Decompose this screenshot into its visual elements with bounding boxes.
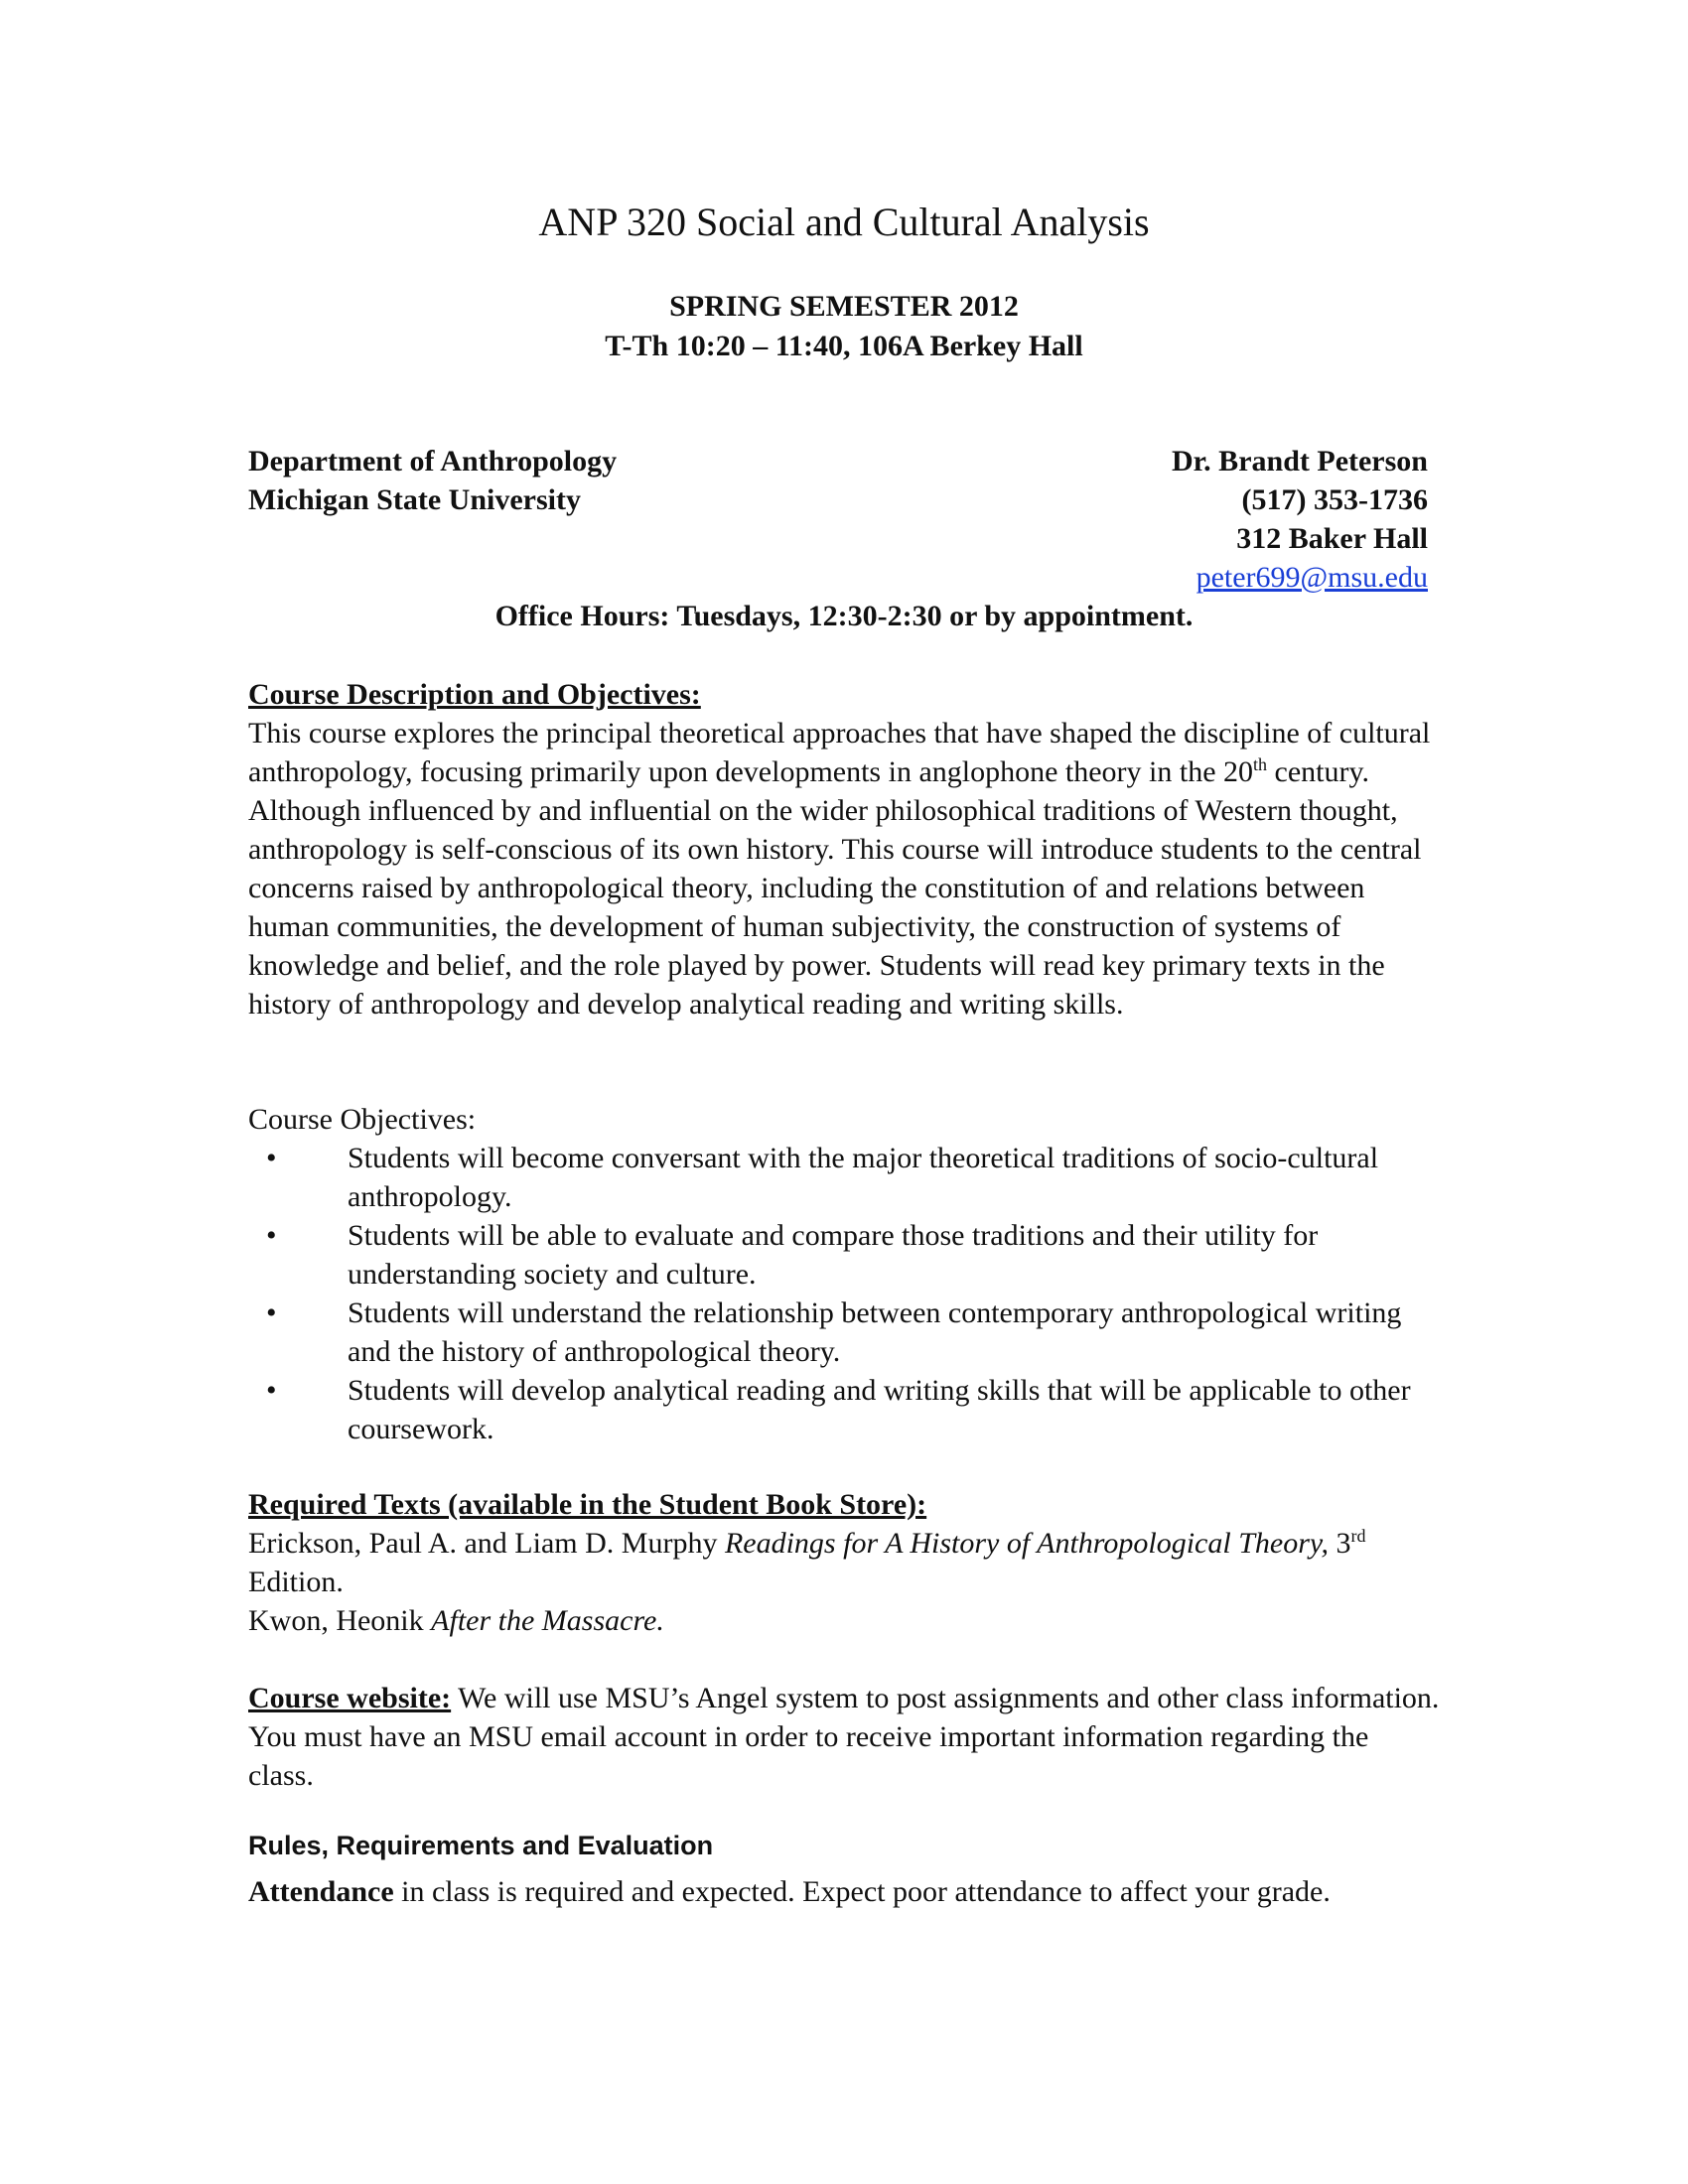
required-text-1: Erickson, Paul A. and Liam D. Murphy Readings for A History of Anthropological Theory, 3rd Edition.	[248, 1526, 1366, 1598]
required-texts-heading: Required Texts (available in the Student Book Store):	[248, 1488, 927, 1521]
course-website-heading: Course website:	[248, 1682, 452, 1714]
instructor-office: 312 Baker Hall	[1236, 522, 1428, 555]
attendance-label: Attendance	[248, 1875, 394, 1908]
schedule-label: T-Th 10:20 – 11:40, 106A Berkey Hall	[605, 330, 1083, 362]
list-item: • Students will be able to evaluate and compare those traditions and their utility for understanding society and culture.	[248, 1216, 1440, 1294]
list-item: • Students will understand the relationship between contemporary anthropological writing and the history of anthropological theory.	[248, 1294, 1440, 1371]
bullet-icon: •	[266, 1374, 277, 1407]
university-name: Michigan State University	[248, 483, 581, 516]
list-item: • Students will become conversant with the major theoretical traditions of socio-cultural anthropology.	[248, 1139, 1440, 1216]
instructor-phone: (517) 353-1736	[1241, 483, 1428, 516]
bullet-icon: •	[266, 1142, 277, 1174]
course-website-text: We will use MSU’s Angel system to post assignments and other class information. You must have an MSU email account in order to receive important information regarding the class.	[248, 1682, 1440, 1792]
course-objectives-label: Course Objectives:	[248, 1103, 477, 1136]
course-title: ANP 320 Social and Cultural Analysis	[538, 200, 1150, 244]
office-hours: Office Hours: Tuesdays, 12:30-2:30 or by appointment.	[494, 600, 1194, 632]
list-item: • Students will develop analytical reading and writing skills that will be applicable to other coursework.	[248, 1371, 1440, 1448]
course-description-section	[248, 675, 1440, 1024]
bullet-icon: •	[266, 1297, 277, 1329]
semester-label: SPRING SEMESTER 2012	[669, 290, 1019, 323]
course-website-section	[248, 1679, 1440, 1795]
bullet-icon: •	[266, 1219, 277, 1252]
course-description-heading: Course Description and Objectives:	[248, 678, 701, 711]
required-text-2: Kwon, Heonik After the Massacre.	[248, 1604, 664, 1637]
attendance-paragraph	[248, 1872, 1440, 1911]
instructor-name: Dr. Brandt Peterson	[1171, 445, 1428, 478]
rules-heading: Rules, Requirements and Evaluation	[248, 1831, 714, 1860]
instructor-email-link[interactable]: peter699@msu.edu	[1196, 561, 1428, 594]
objectives-list	[248, 1139, 1440, 1448]
course-objectives-section	[248, 1100, 1440, 1448]
attendance-text: in class is required and expected. Expect poor attendance to affect your grade.	[393, 1875, 1331, 1908]
course-description-text: This course explores the principal theoretical approaches that have shaped the discipline of cultural anthropology, focusing primarily upon developments in anglophone theory in the 20th century. Although influenced by and influential on the wider philosophical traditions of Western thought, anthropology is self-conscious of its own history. This course will introduce students to the central concerns raised by anthropological theory, including the constitution of and relations between human communities, the development of human subjectivity, the construction of systems of knowledge and belief, and the role played by power. Students will read key primary texts in the history of anthropology and develop analytical reading and writing skills.	[248, 717, 1431, 1021]
required-texts-section	[248, 1485, 1440, 1640]
department-name: Department of Anthropology	[248, 445, 618, 478]
